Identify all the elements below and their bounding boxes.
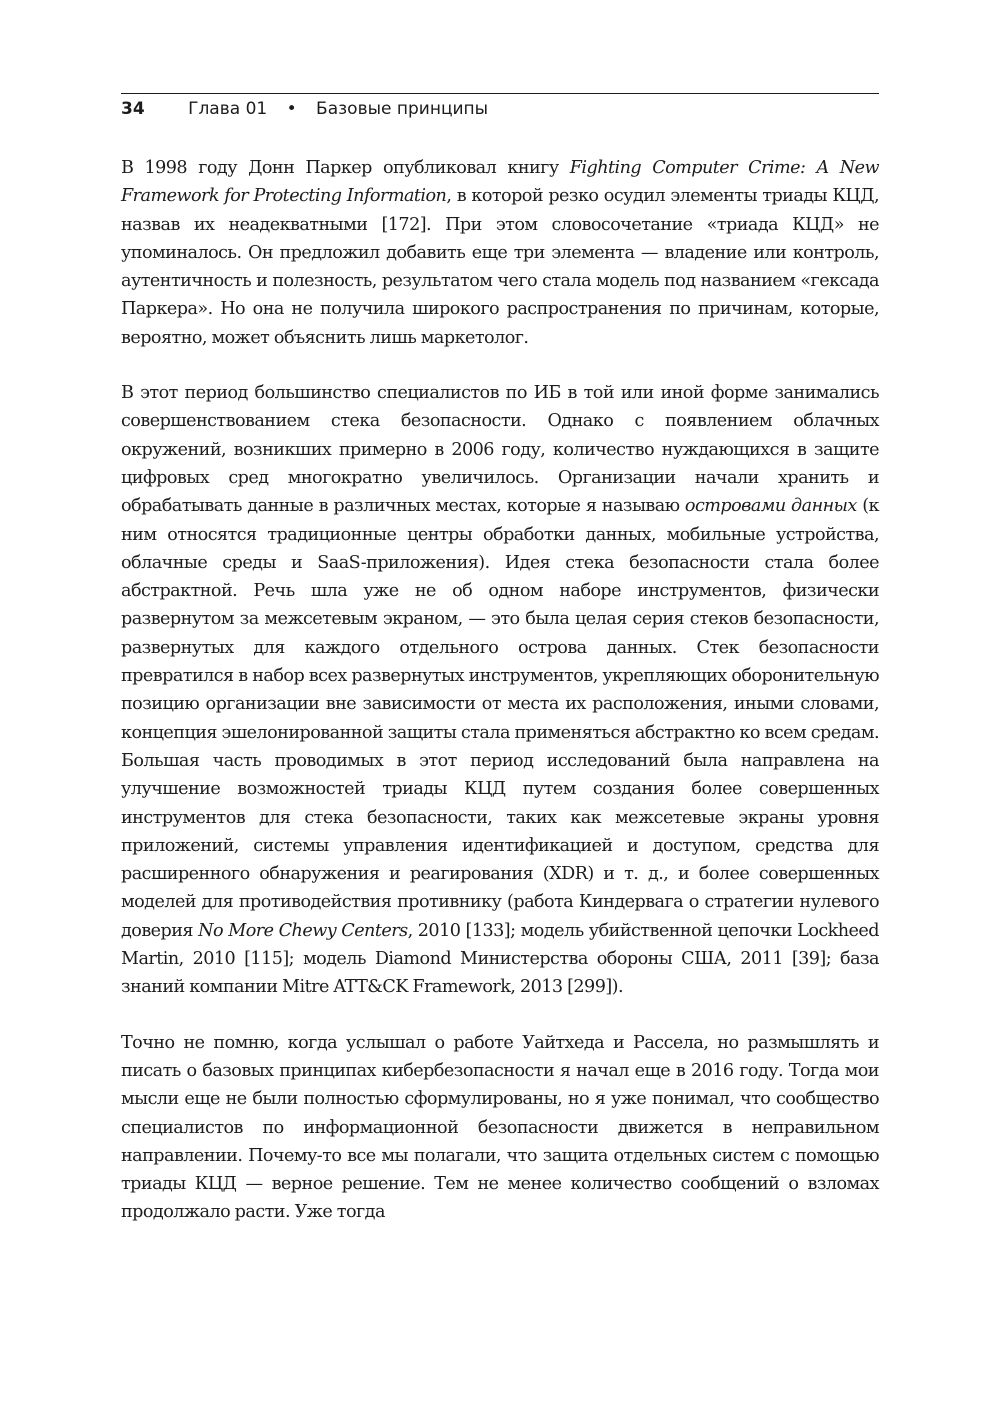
header-separator: • xyxy=(286,99,297,119)
emphasis-term: островами данных xyxy=(684,496,857,517)
book-title: Fighting Computer Crime: A New Framework for Protecting Information xyxy=(121,158,879,207)
body-text xyxy=(121,154,879,1254)
chapter-label: Глава 01 xyxy=(188,99,268,119)
paragraph-text: Точно не помню, когда услышал о работе Уайтхеда и Рассела, но размышлять и писать о базовых принципах кибербезопасности я начал еще в 2016 году. Тогда мои мысли еще не были полностью сформулированы, но я уже понимал, что сообщество специалистов по информационной безопасности движется в неправильном направлении. Почему-то все мы полагали, что защита отдельных систем с помощью триады КЦД — верное решение. Тем не менее количество сообщений о взломах продолжало расти. Уже тогда xyxy=(121,1032,879,1223)
running-head xyxy=(121,96,879,122)
paragraph-text: , 2010 [133]; модель убийственной цепочки Lockheed Martin, 2010 [115]; модель Diamond Министерства обороны США, 2011 [39]; база знаний компании Mitre ATT&CK Framework, 2013 [299]). xyxy=(121,920,879,998)
paragraph-text: В 1998 году Донн Паркер опубликовал книгу xyxy=(121,158,570,178)
paragraph-text: В этот период большинство специалистов по ИБ в той или иной форме занимались совершенствованием стека безопасности. Однако с появлением облачных окружений, возникших примерно в 2006 году, количество нуждающихся в защите цифровых сред многократно увеличилось. Организации начали хранить и обрабатывать данные в различных местах, которые я называю xyxy=(121,383,879,517)
section-title: Базовые принципы xyxy=(316,99,489,119)
paragraph-1 xyxy=(121,154,879,352)
page-number: 34 xyxy=(121,99,145,119)
paragraph-text: (к ним относятся традиционные центры обработки данных, мобильные устройства, облачные среды и SaaS-приложения). Идея стека безопасности стала более абстрактной. Речь шла уже не об одном наборе инструментов, физически развернутом за межсетевым экраном, — это была целая серия стеков безопасности, развернутых для каждого отдельного острова данных. Стек безопасности превратился в набор всех развернутых инструментов, укрепляющих оборонительную позицию организации вне зависимости от места их расположения, иными словами, концепция эшелонированной защиты стала применяться абстрактно ко всем средам. Большая часть проводимых в этот период исследований была направлена на улучшение возможностей триады КЦД путем создания более совершенных инструментов для стека безопасности, таких как межсетевые экраны уровня приложений, системы управления идентификацией и доступом, средства для расширенного обнаружения и реагирования (XDR) и т. д., и более совершенных моделей для противодействия противнику (работа Киндервага о стратегии нулевого доверия xyxy=(121,496,879,941)
paragraph-text: , в которой резко осудил элементы триады КЦД, назвав их неадекватными [172]. При этом словосочетание «триада КЦД» не упоминалось. Он предложил добавить еще три элемента — владение или контроль, аутентичность и полезность, результатом чего стала модель под названием «гексада Паркера». Но она не получила широкого распространения по причинам, которые, вероятно, может объяснить лишь маркетолог. xyxy=(121,186,879,348)
header-rule xyxy=(121,93,879,94)
paragraph-2 xyxy=(121,379,879,1002)
work-title: No More Chewy Centers xyxy=(198,920,408,941)
paragraph-3 xyxy=(121,1029,879,1227)
